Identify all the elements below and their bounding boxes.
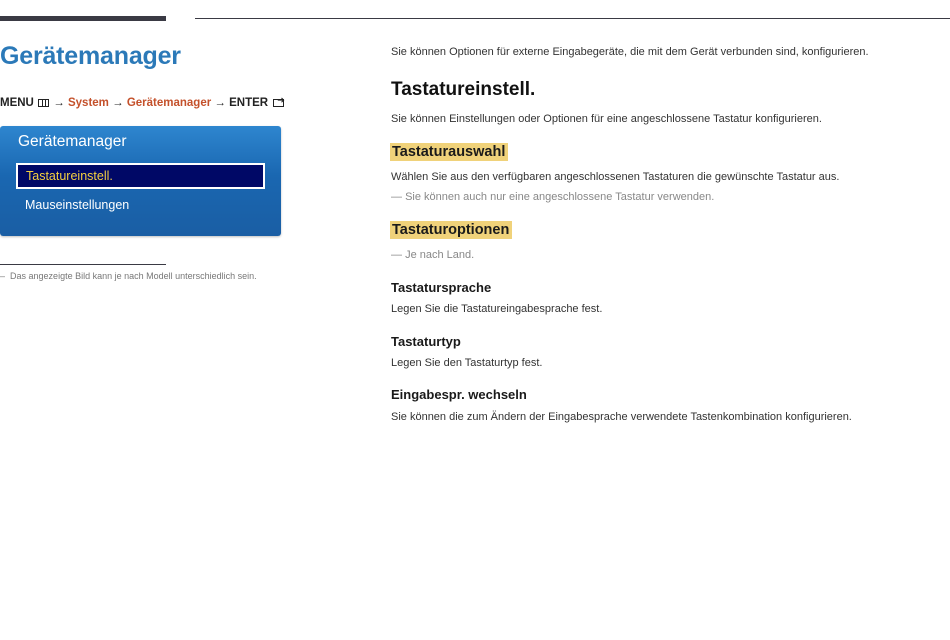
menu-path-menu: MENU: [0, 97, 34, 109]
footnote-text: Das angezeigte Bild kann je nach Modell unterschiedlich sein.: [10, 271, 257, 281]
note-dash: —: [391, 249, 402, 261]
intro-text: Sie können Optionen für externe Eingabegeräte, die mit dem Gerät verbunden sind, konfigurieren.: [391, 46, 869, 58]
section-title: Tastatureinstell.: [391, 79, 536, 100]
keyboard-select-note: [391, 191, 714, 203]
note-dash: —: [391, 191, 402, 203]
heading-keyboard-options: Tastaturoptionen: [390, 221, 512, 239]
arrow-icon: →: [53, 97, 65, 109]
keyboard-type-text: Legen Sie den Tastaturtyp fest.: [391, 357, 543, 369]
heading-keyboard-type: Tastaturtyp: [391, 334, 461, 349]
osd-item-mouse-settings[interactable]: Mauseinstellungen: [25, 198, 130, 212]
page-title: Gerätemanager: [0, 42, 181, 70]
arrow-icon: →: [112, 97, 124, 109]
osd-item-keyboard-settings[interactable]: Tastatureinstell.: [16, 163, 265, 189]
footnote-dash: –: [0, 271, 6, 281]
keyboard-options-note-text: Je nach Land.: [405, 249, 475, 261]
heading-keyboard-language: Tastatursprache: [391, 280, 492, 295]
heading-switch-input-language: Eingabespr. wechseln: [391, 387, 527, 402]
footnote-rule: [0, 264, 166, 265]
footnote: [0, 271, 257, 281]
keyboard-select-note-text: Sie können auch nur eine angeschlossene Tastatur verwenden.: [405, 191, 715, 203]
keyboard-language-text: Legen Sie die Tastatureingabesprache fest.: [391, 303, 603, 315]
menu-path: [0, 97, 284, 109]
menu-icon: [38, 99, 49, 107]
heading-keyboard-select: Tastaturauswahl: [390, 143, 508, 161]
osd-menu-panel: [0, 126, 281, 236]
keyboard-options-note: [391, 249, 474, 261]
keyboard-select-text: Wählen Sie aus den verfügbaren angeschlossenen Tastaturen die gewünschte Tastatur aus.: [391, 171, 840, 183]
menu-path-system: System: [67, 97, 109, 109]
arrow-icon: →: [214, 97, 226, 109]
menu-path-enter: ENTER: [229, 97, 269, 109]
header-rule-thin: [195, 18, 950, 19]
osd-title: Gerätemanager: [18, 133, 127, 150]
section-description: Sie können Einstellungen oder Optionen für eine angeschlossene Tastatur konfigurieren.: [391, 113, 822, 125]
enter-icon: [273, 99, 284, 107]
menu-path-device-manager: Gerätemanager: [126, 97, 212, 109]
header-rule-thick: [0, 16, 166, 21]
switch-input-language-text: Sie können die zum Ändern der Eingabesprache verwendete Tastenkombination konfigurieren.: [391, 411, 852, 423]
